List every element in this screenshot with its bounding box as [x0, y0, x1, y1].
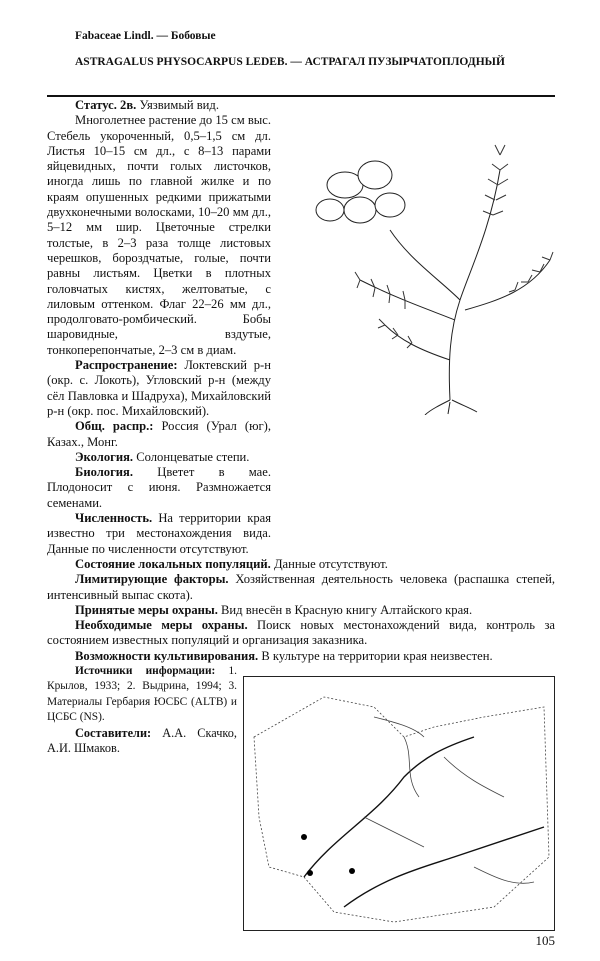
locality-dot — [349, 868, 355, 874]
sources-block — [47, 664, 237, 757]
family-header: Fabaceae Lindl. — Бобовые — [75, 30, 216, 42]
distribution-map — [243, 676, 555, 931]
authors-para: Составители: А.А. Скачко, А.И. Шмаков. — [47, 725, 237, 756]
local-populations-para: Состояние локальных популяций. Данные отсутствуют. — [75, 556, 388, 571]
page-body — [47, 0, 555, 961]
bottom-section — [47, 664, 555, 931]
species-title: ASTRAGALUS PHYSOCARPUS LEDEB. — АСТРАГАЛ ПУЗЫРЧАТОПЛОДНЫЙ — [75, 56, 505, 68]
page-number: 105 — [535, 932, 555, 948]
locality-dot — [307, 870, 313, 876]
general-range-para: Общ. распр.: Россия (Урал (юг), Казах., Монг. — [47, 419, 271, 449]
measures-taken-para: Принятые меры охраны. Вид внесён в Красную книгу Алтайского края. — [75, 602, 473, 617]
distribution-para: Распространение: Локтевский р-н (окр. с. Локоть), Угловский р-н (между сёл Павловка и Шадруха), Михайловский р-н (окр. пос. Михайловский). — [47, 358, 271, 418]
top-section — [47, 98, 555, 557]
full-width-text — [47, 557, 555, 664]
locality-dot — [301, 834, 307, 840]
description-para: Многолетнее растение до 15 см выс. Стебель укороченный, 0,5–1,5 см дл. Листья 10–15 см дл., с 8–13 парами яйцевидных, почти голых листочков, иногда лишь по главной жилке и по краям опушенных редкими прижатыми двухконечными волосками, 10–20 мм дл., 5–12 мм шир. Цветочные стрелки толстые, в 2–3 раза толще листовых черешков, бороздчатые, голые, почти равны листьям. Цветки в плотных головчатых кистях, желтоватые, с лиловым оттенком. Флаг 22–26 мм дл., продолговато-ромбический. Бобы шаровидные, вздутые, тонкоперепончатые, 2–3 см в диам. — [47, 113, 271, 357]
status-para: Статус. 2в. Уязвимый вид. — [75, 98, 219, 112]
sources-para: Источники информации: 1. Крылов, 1933; 2. Выдрина, 1994; 3. Материалы Гербария ЮСБС (ALTB) и ЦСБС (NS). — [47, 664, 237, 724]
limiting-factors-para: Лимитирующие факторы. Хозяйственная деятельность человека (распашка степей, интенсивный выпас скота). — [47, 572, 556, 602]
abundance-para: Численность. На территории края известно три местонахождения вида. Данные по численности отсутствуют. — [47, 511, 271, 556]
cultivation-para: Возможности культивирования. В культуре на территории края неизвестен. — [75, 648, 493, 663]
plant-illustration — [300, 110, 565, 415]
left-column — [47, 98, 271, 557]
measures-needed-para: Необходимые меры охраны. Поиск новых местонахождений вида, контроль за состоянием известных популяций и организация заказника. — [47, 618, 556, 648]
ecology-para: Экология. Солонцеватые степи. — [75, 449, 250, 464]
biology-para: Биология. Цветет в мае. Плодоносит с июня. Размножается семенами. — [47, 465, 271, 510]
